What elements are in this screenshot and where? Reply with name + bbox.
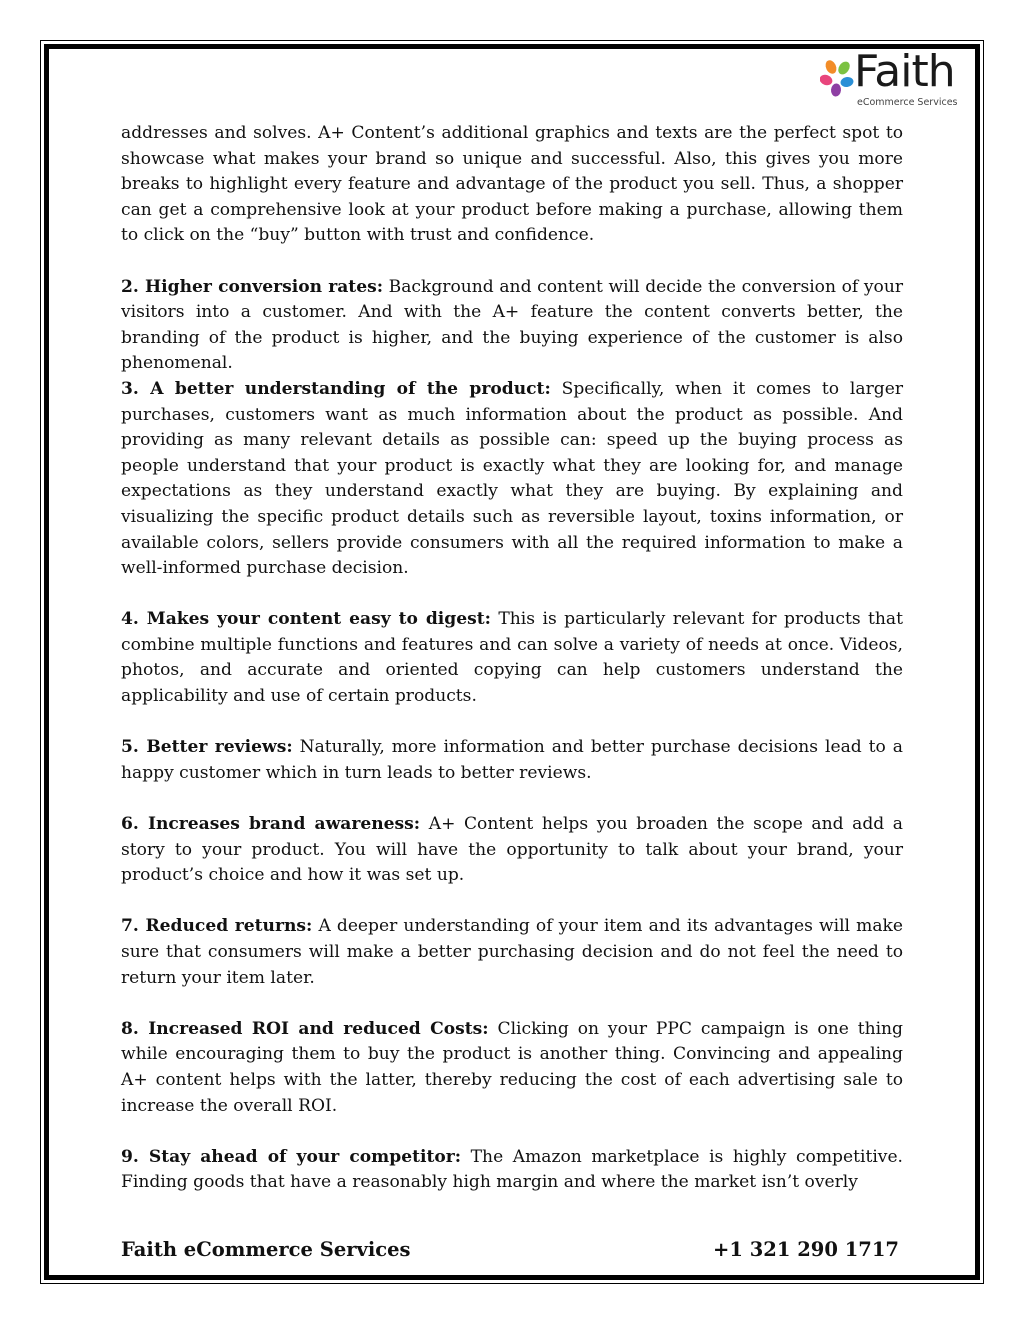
paragraph-text: A deeper understanding of your item and its advantages will make sure that consumers will make a better purchasing decision and do not feel the need to return your item later. bbox=[121, 916, 903, 988]
paragraph-better-reviews bbox=[121, 735, 903, 786]
faith-logo bbox=[820, 46, 964, 112]
paragraph-text: This is particularly relevant for products that combine multiple functions and features and can solve a variety of needs at once. Videos, photos, and accurate and oriented copying can help customers understand the applicability and use of certain products. bbox=[121, 609, 903, 707]
footer-company: Faith eCommerce Services bbox=[121, 1238, 411, 1261]
paragraph-better-understanding bbox=[121, 377, 903, 582]
paragraph-reduced-returns bbox=[121, 914, 903, 991]
paragraph-text: Specifically, when it comes to larger purchases, customers want as much information about the product as possible. And providing as many relevant details as possible can: speed up the buying process as people understand that your product is exactly what they are looking for, and manage expectations as they understand exactly what they are buying. By explaining and visualizing the specific product details such as reversible layout, toxins information, or available colors, sellers provide consumers with all the required information to make a well-informed purchase decision. bbox=[121, 378, 903, 579]
paragraph-text: Clicking on your PPC campaign is one thing while encouraging them to buy the product is another thing. Convincing and appealing A+ content helps with the latter, thereby reducing the cost of each advertising sale to increase the overall ROI. bbox=[121, 1018, 904, 1116]
paragraph-heading: 7. Reduced returns: bbox=[121, 916, 313, 937]
paragraph-text: A+ Content helps you broaden the scope and add a story to your product. You will have the opportunity to talk about your brand, your product’s choice and how it was set up. bbox=[121, 814, 903, 886]
paragraph-heading: 6. Increases brand awareness: bbox=[121, 814, 421, 835]
paragraph-heading: 9. Stay ahead of your competitor: bbox=[121, 1146, 462, 1167]
paragraph-text: Background and content will decide the conversion of your visitors into a customer. And with the A+ feature the content converts better, the branding of the product is higher, and the buying experience of the customer is also phenomenal. bbox=[121, 276, 904, 374]
paragraph-heading: 3. A better understanding of the product: bbox=[121, 378, 551, 399]
paragraph-intro-continued bbox=[121, 121, 903, 249]
paragraph-heading: 8. Increased ROI and reduced Costs: bbox=[121, 1018, 489, 1039]
paragraph-text: Naturally, more information and better purchase decisions lead to a happy customer which in turn leads to better reviews. bbox=[121, 737, 903, 783]
logo-wordmark: Faith bbox=[854, 46, 955, 97]
paragraph-higher-conversion bbox=[121, 275, 903, 377]
paragraph-heading: 4. Makes your content easy to digest: bbox=[121, 609, 491, 630]
paragraph-text: addresses and solves. A+ Content’s additional graphics and texts are the perfect spot to showcase what makes your brand so unique and successful. Also, this gives you more breaks to highlight every feature and advantage of the product you sell. Thus, a shopper can get a comprehensive look at your product before making a purchase, allowing them to click on the “buy” button with trust and confidence. bbox=[121, 123, 903, 246]
footer-phone: +1 321 290 1717 bbox=[713, 1238, 899, 1261]
document-body bbox=[121, 121, 903, 1222]
paragraph-heading: 2. Higher conversion rates: bbox=[121, 276, 384, 297]
paragraph-brand-awareness bbox=[121, 812, 903, 889]
paragraph-heading: 5. Better reviews: bbox=[121, 737, 293, 758]
paragraph-stay-ahead bbox=[121, 1145, 903, 1196]
page-footer bbox=[121, 1238, 899, 1261]
paragraph-increased-roi bbox=[121, 1017, 903, 1119]
paragraph-text: The Amazon marketplace is highly competitive. Finding goods that have a reasonably high margin and where the market isn’t overly bbox=[121, 1146, 903, 1193]
flower-icon bbox=[820, 58, 854, 102]
logo-subtitle: eCommerce Services bbox=[857, 97, 958, 108]
paragraph-easy-to-digest bbox=[121, 607, 903, 709]
